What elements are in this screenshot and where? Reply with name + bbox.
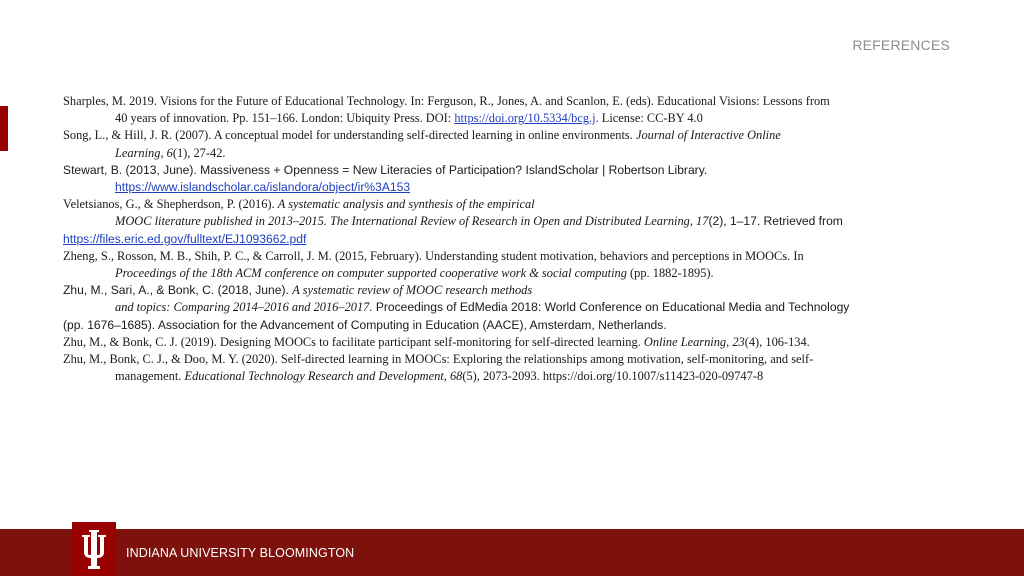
reference-text: . License: CC-BY 4.0 [595, 111, 703, 126]
reference-song [63, 127, 963, 161]
reference-line: Sharples, M. 2019. Visions for the Future of Educational Technology. In: Ferguson, R., Jones, A. and Scanlon, E. (eds). Educational Visions: Lessons from [63, 94, 830, 108]
proceedings-title: Proceedings of the 18th ACM conference on computer supported cooperative work & social computing [115, 266, 627, 281]
reference-line [63, 299, 963, 316]
reference-line [63, 334, 963, 351]
reference-text: (2), 1–17. Retrieved from [708, 214, 843, 229]
journal-title: Journal of Interactive Online [635, 128, 781, 143]
article-title: A systematic review of MOOC research methods [292, 283, 533, 298]
reference-line [63, 265, 963, 282]
reference-text: (4), 106-134. [744, 334, 810, 349]
islandscholar-link[interactable]: https://www.islandscholar.ca/islandora/object/ir%3A153 [115, 180, 411, 195]
volume: 68 [449, 369, 463, 384]
reference-text: Zhu, M., Sari, A., & Bonk, C. (2018, June). [63, 283, 293, 298]
reference-line [63, 110, 963, 127]
journal-title: Learning [115, 145, 161, 160]
reference-zhu-2020 [63, 351, 963, 385]
reference-veletsianos [63, 196, 963, 248]
side-accent-bar [0, 106, 8, 151]
reference-text: Song, L., & Hill, J. R. (2007). A conceptual model for understanding self-directed learning in online environments. [63, 128, 636, 143]
eric-link[interactable]: https://files.eric.ed.gov/fulltext/EJ1093662.pdf [63, 231, 307, 246]
reference-text: Zhu, M., & Bonk, C. J. (2019). Designing MOOCs to facilitate participant self-monitoring for self-directed learning. [63, 334, 644, 349]
reference-line: (pp. 1676–1685). Association for the Advancement of Computing in Education (AACE), Amsterdam, Netherlands. [63, 317, 667, 332]
iu-trident-logo [72, 522, 116, 576]
reference-text: (pp. 1882-1895). [626, 266, 714, 281]
reference-text: management. [115, 369, 185, 384]
reference-line: Stewart, B. (2013, June). Massiveness + Openness = New Literacies of Participation? IslandScholar | Robertson Library. [63, 162, 708, 177]
article-title: MOOC literature published in 2013–2015. The International Review of Research in Open and Distributed Learning, 17 [115, 214, 709, 229]
reference-text: Proceedings of EdMedia 2018: World Conference on Educational Media and Technology [372, 300, 850, 315]
reference-text: 40 years of innovation. Pp. 151–166. London: Ubiquity Press. DOI: [115, 111, 455, 126]
reference-text: (5), 2073-2093. https://doi.org/10.1007/s11423-020-09747-8 [462, 369, 764, 384]
reference-stewart [63, 162, 963, 196]
reference-line [63, 179, 963, 196]
article-title: A systematic analysis and synthesis of the empirical [277, 197, 535, 212]
article-title: and topics: Comparing 2014–2016 and 2016–2017. [115, 300, 373, 315]
reference-zhu-2018 [63, 282, 963, 334]
volume: 23 [732, 334, 745, 349]
reference-line [63, 145, 963, 162]
reference-line: Zheng, S., Rosson, M. B., Shih, P. C., & Carroll, J. M. (2015, February). Understanding student motivation, behaviors and perceptions in MOOCs. In [63, 248, 804, 263]
slide-title: REFERENCES [852, 37, 950, 53]
reference-line [63, 196, 963, 213]
reference-sharples [63, 93, 963, 127]
reference-line [63, 213, 963, 230]
volume: 6 [166, 145, 173, 160]
journal-title: Educational Technology Research and Development [184, 369, 444, 384]
reference-line [63, 368, 963, 385]
reference-line [63, 127, 963, 144]
reference-zheng [63, 248, 963, 282]
reference-text: Veletsianos, G., & Shepherdson, P. (2016). [63, 197, 278, 212]
reference-text: (1), 27-42. [172, 145, 226, 160]
reference-list [63, 93, 963, 385]
journal-title: Online Learning [643, 334, 727, 349]
reference-line: Zhu, M., Bonk, C. J., & Doo, M. Y. (2020). Self-directed learning in MOOCs: Exploring the relationships among motivation, self-monitoring, and self- [63, 352, 814, 367]
reference-text: , [726, 334, 733, 349]
doi-link[interactable]: https://doi.org/10.5334/bcg.j [454, 111, 596, 126]
institution-name: INDIANA UNIVERSITY BLOOMINGTON [126, 546, 355, 560]
trident-icon [72, 522, 116, 576]
reference-text: , [443, 369, 450, 384]
reference-line [63, 231, 963, 248]
reference-text: , [160, 145, 167, 160]
reference-zhu-2019 [63, 334, 963, 351]
reference-line [63, 282, 963, 299]
